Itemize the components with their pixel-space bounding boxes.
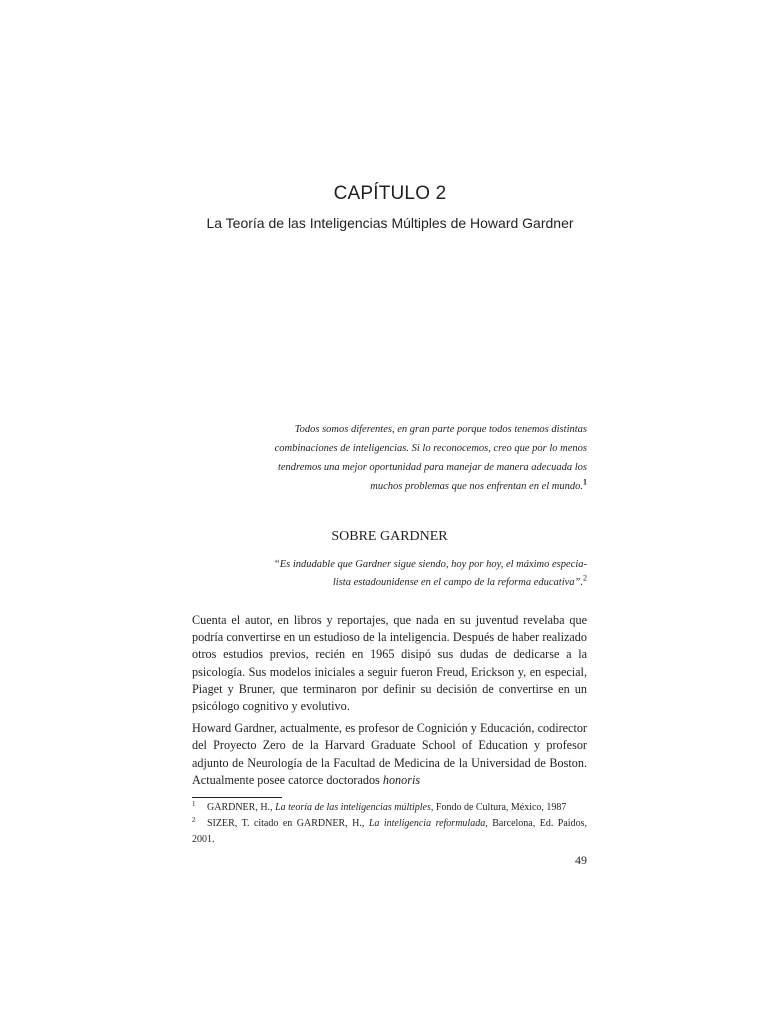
chapter-subtitle: La Teoría de las Inteligencias Múltiples de Howard Gardner <box>206 215 574 231</box>
footnote-divider <box>192 797 282 798</box>
section-quote <box>240 556 587 592</box>
footnote-reference: 2 <box>583 573 587 583</box>
section-heading: SOBRE GARDNER <box>331 529 448 544</box>
quote-line-last <box>240 574 587 592</box>
body-italic-word: honoris <box>382 772 421 787</box>
epigraph-line-text: muchos problemas que nos enfrentan en el mundo. <box>370 481 583 492</box>
footnote-text: GARDNER, H., <box>207 802 276 813</box>
footnote-text: , Fondo de Cultura, México, 1987 <box>430 802 567 813</box>
footnote-title: La teoría de las inteligencias múltiples <box>275 802 431 813</box>
epigraph <box>250 420 587 496</box>
footnote-text: Barcelona, Ed. Paidos, 2001. <box>192 818 587 845</box>
epigraph-line: combinaciones de inteligencias. Si lo reconocemos, creo que por lo menos <box>274 443 587 454</box>
body-paragraph <box>192 720 587 789</box>
epigraph-line-last <box>250 477 587 496</box>
footnote-title: La inteligencia reformulada, <box>368 818 488 829</box>
body-paragraph: Cuenta el autor, en libros y reportajes, que nada en su juventud revelaba que podría convertirse en un estudioso de la inteligencia. Después de haber realizado otros estudios previos, recién en 1965 disipó sus dudas de dedicarse a la psicología. Sus modelos iniciales a seguir fueron Freud, Erickson y, en especial, Piaget y Bruner, que terminaron por definir su decisión de convertirse en un psicólogo cognitivo y evolutivo. <box>192 613 587 714</box>
epigraph-line: tendremos una mejor oportunidad para manejar de manera adecuada los <box>277 462 587 473</box>
page-number: 49 <box>575 853 587 867</box>
quote-line: “Es indudable que Gardner sigue siendo, hoy por hoy, el máximo especia- <box>273 559 587 570</box>
quote-line-text: lista estadounidense en el campo de la reforma educativa”. <box>332 577 583 588</box>
footnote-text: SIZER, T. citado en GARDNER, H., <box>207 818 369 829</box>
body-paragraph-text: Howard Gardner, actualmente, es profesor de Cognición y Educación, codirector del Proyecto Zero de la Harvard Graduate School of Education y profesor adjunto de Neurología de la Facultad de Medicina de la Universidad de Boston. Actualmente posee catorce doctorados <box>192 721 587 787</box>
footnote-reference: 1 <box>583 477 587 487</box>
footnote: 1 GARDNER, H., La teoría de las inteligencias múltiples, Fondo de Cultura, México, 1987 <box>192 799 567 813</box>
footnote: 2 SIZER, T. citado en GARDNER, H., La inteligencia reformulada, Barcelona, Ed. Paidos, 2001. <box>192 815 587 845</box>
epigraph-line: Todos somos diferentes, en gran parte porque todos tenemos distintas <box>294 424 587 435</box>
chapter-title: CAPÍTULO 2 <box>333 183 447 204</box>
footnotes <box>192 800 587 848</box>
body-text <box>192 612 587 794</box>
